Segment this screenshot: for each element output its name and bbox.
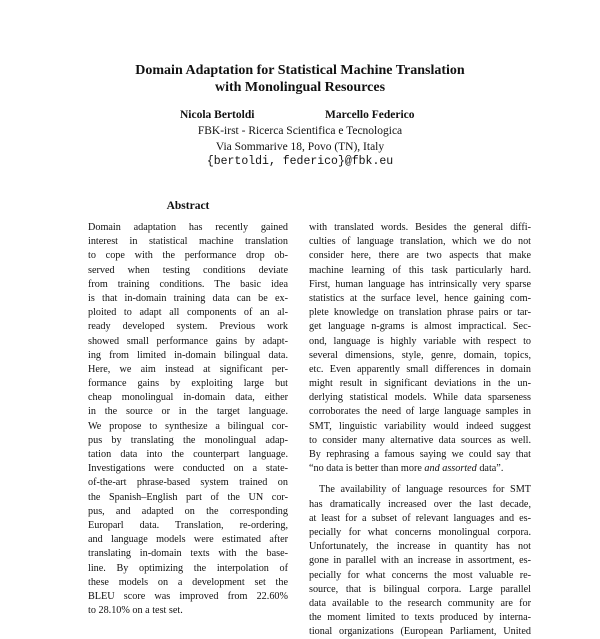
address: Via Sommarive 18, Povo (TN), Italy bbox=[215, 141, 385, 153]
text-line: Europarl data. Translation, re-ordering, bbox=[88, 519, 288, 531]
text-line: interest in statistical machine translation bbox=[88, 236, 288, 248]
abstract-heading: Abstract bbox=[166, 200, 210, 212]
text-line: machine learning of this task particularly hard. bbox=[309, 264, 531, 276]
text-line: of-the-art phrase-based system trained on bbox=[88, 477, 288, 489]
text-line: with translated words. Besides the general diffi- bbox=[309, 222, 531, 233]
affiliation: FBK-irst - Ricerca Scientifica e Tecnologica bbox=[197, 125, 403, 137]
text-line: SMT, linguistic variability would indeed suggest bbox=[309, 420, 531, 432]
paper-title bbox=[0, 62, 600, 96]
text-line: has dramatically increased over the last decade, bbox=[309, 498, 531, 510]
text-line: at least for a subset of relevant languages and es- bbox=[309, 512, 531, 524]
text-line: tation data into the counterpart language. bbox=[88, 449, 288, 460]
paragraph-1 bbox=[309, 221, 531, 476]
text-line: from training conditions. The basic idea bbox=[88, 278, 288, 290]
text-line: First, human language has intrinsically very sparse bbox=[309, 278, 531, 290]
text-line: Domain adaptation has recently gained bbox=[88, 222, 288, 233]
text-line: pus by translating the monolingual adap- bbox=[88, 434, 288, 446]
text-line: and language models were estimated after bbox=[88, 534, 288, 546]
title-line-1: Domain Adaptation for Statistical Machine Translation bbox=[135, 63, 465, 78]
text-line: line. By optimizing the interpolation of bbox=[88, 562, 288, 574]
text-line: the moment limited to texts produced by interna- bbox=[309, 612, 531, 624]
text-line: might result in significant deviations in the un- bbox=[309, 378, 531, 390]
text-line: tional organizations (European Parliament, United bbox=[309, 626, 531, 638]
text-line: pus, and adapted on the corresponding bbox=[88, 505, 288, 517]
text-line: statistics at the surface level, hence gaining com- bbox=[309, 292, 531, 304]
text-line: derlying statistical models. While data sparseness bbox=[309, 392, 531, 404]
text-line: By rephrasing a famous saying we could say that bbox=[309, 449, 531, 460]
text-line: cheap monolingual in-domain data, either bbox=[88, 392, 288, 404]
text-line: ready developed system. Previous work bbox=[88, 321, 288, 333]
text-line: to 28.10% on a test set. bbox=[88, 605, 183, 617]
text-line: corroborates the need of large language samples in bbox=[309, 406, 531, 418]
text-line: several dimensions, style, genre, domain, topics, bbox=[309, 349, 531, 361]
author-name-2: Marcello Federico bbox=[325, 109, 415, 121]
text-line: to consider many alternative data sources as well. bbox=[309, 434, 531, 446]
emphasis: and assorted bbox=[424, 463, 477, 475]
text-line: Here, we aim instead at significant per- bbox=[88, 363, 288, 375]
text-line: these models on a development set the bbox=[88, 576, 288, 588]
text-line: pecially for what concerns the most valuable re- bbox=[309, 569, 531, 581]
body-text bbox=[309, 221, 531, 639]
text-line: get language n-grams is almost impractical. Sec- bbox=[309, 321, 531, 333]
text-line: translating in-domain texts with the base- bbox=[88, 548, 288, 560]
text-line: The availability of language resources for SMT bbox=[319, 484, 531, 496]
text-line: the Spanish–English part of the UN cor- bbox=[88, 491, 288, 503]
text-line: Unfortunately, the increase in quantity has not bbox=[309, 541, 531, 553]
text-line: gone in parallel with an increase in assortment, es- bbox=[309, 555, 531, 567]
text-line: showed small performance gains by adapt- bbox=[88, 335, 288, 347]
email: {bertoldi, federico}@fbk.eu bbox=[206, 155, 394, 168]
text-line: in the source or in the target language. bbox=[88, 406, 288, 418]
text-line: to cope with the performance drop ob- bbox=[88, 250, 288, 262]
text-line: consider here, there are two aspects that make bbox=[309, 250, 531, 262]
text-line: plete knowledge on translation phrase pairs or tar- bbox=[309, 307, 531, 319]
text-line: culties of language translation, which we do not bbox=[309, 236, 531, 248]
text-line: is that in-domain training data can be ex- bbox=[88, 292, 288, 304]
text-line: “no data is better than more and assorted data”. bbox=[309, 463, 504, 475]
abstract-text bbox=[88, 221, 288, 618]
text-line: served when testing conditions deviate bbox=[88, 264, 288, 276]
text-line: BLEU score was improved from 22.60% bbox=[88, 590, 288, 602]
text-line: pecially for what concerns monolingual corpora. bbox=[309, 526, 531, 538]
text-line: ploited to adapt all components of an al- bbox=[88, 307, 288, 319]
text-line: We propose to synthesize a bilingual cor- bbox=[88, 420, 288, 432]
title-line-2: with Monolingual Resources bbox=[214, 80, 386, 95]
text-line: ing from limited in-domain bilingual data. bbox=[88, 349, 288, 361]
author-name-1: Nicola Bertoldi bbox=[180, 109, 255, 121]
paragraph-2 bbox=[309, 483, 531, 639]
text-line: etc. Even apparently small differences in domain bbox=[309, 363, 531, 375]
text-line: formance gains by exploiting large but bbox=[88, 378, 288, 390]
text-line: Investigations were conducted on a state- bbox=[88, 463, 288, 475]
text-line: data available to the research community are for bbox=[309, 597, 531, 609]
text-line: ond, language is highly variable with respect to bbox=[309, 335, 531, 347]
paragraph-gap bbox=[309, 476, 531, 483]
text-line: source, that is bilingual corpora. Large parallel bbox=[309, 583, 531, 595]
